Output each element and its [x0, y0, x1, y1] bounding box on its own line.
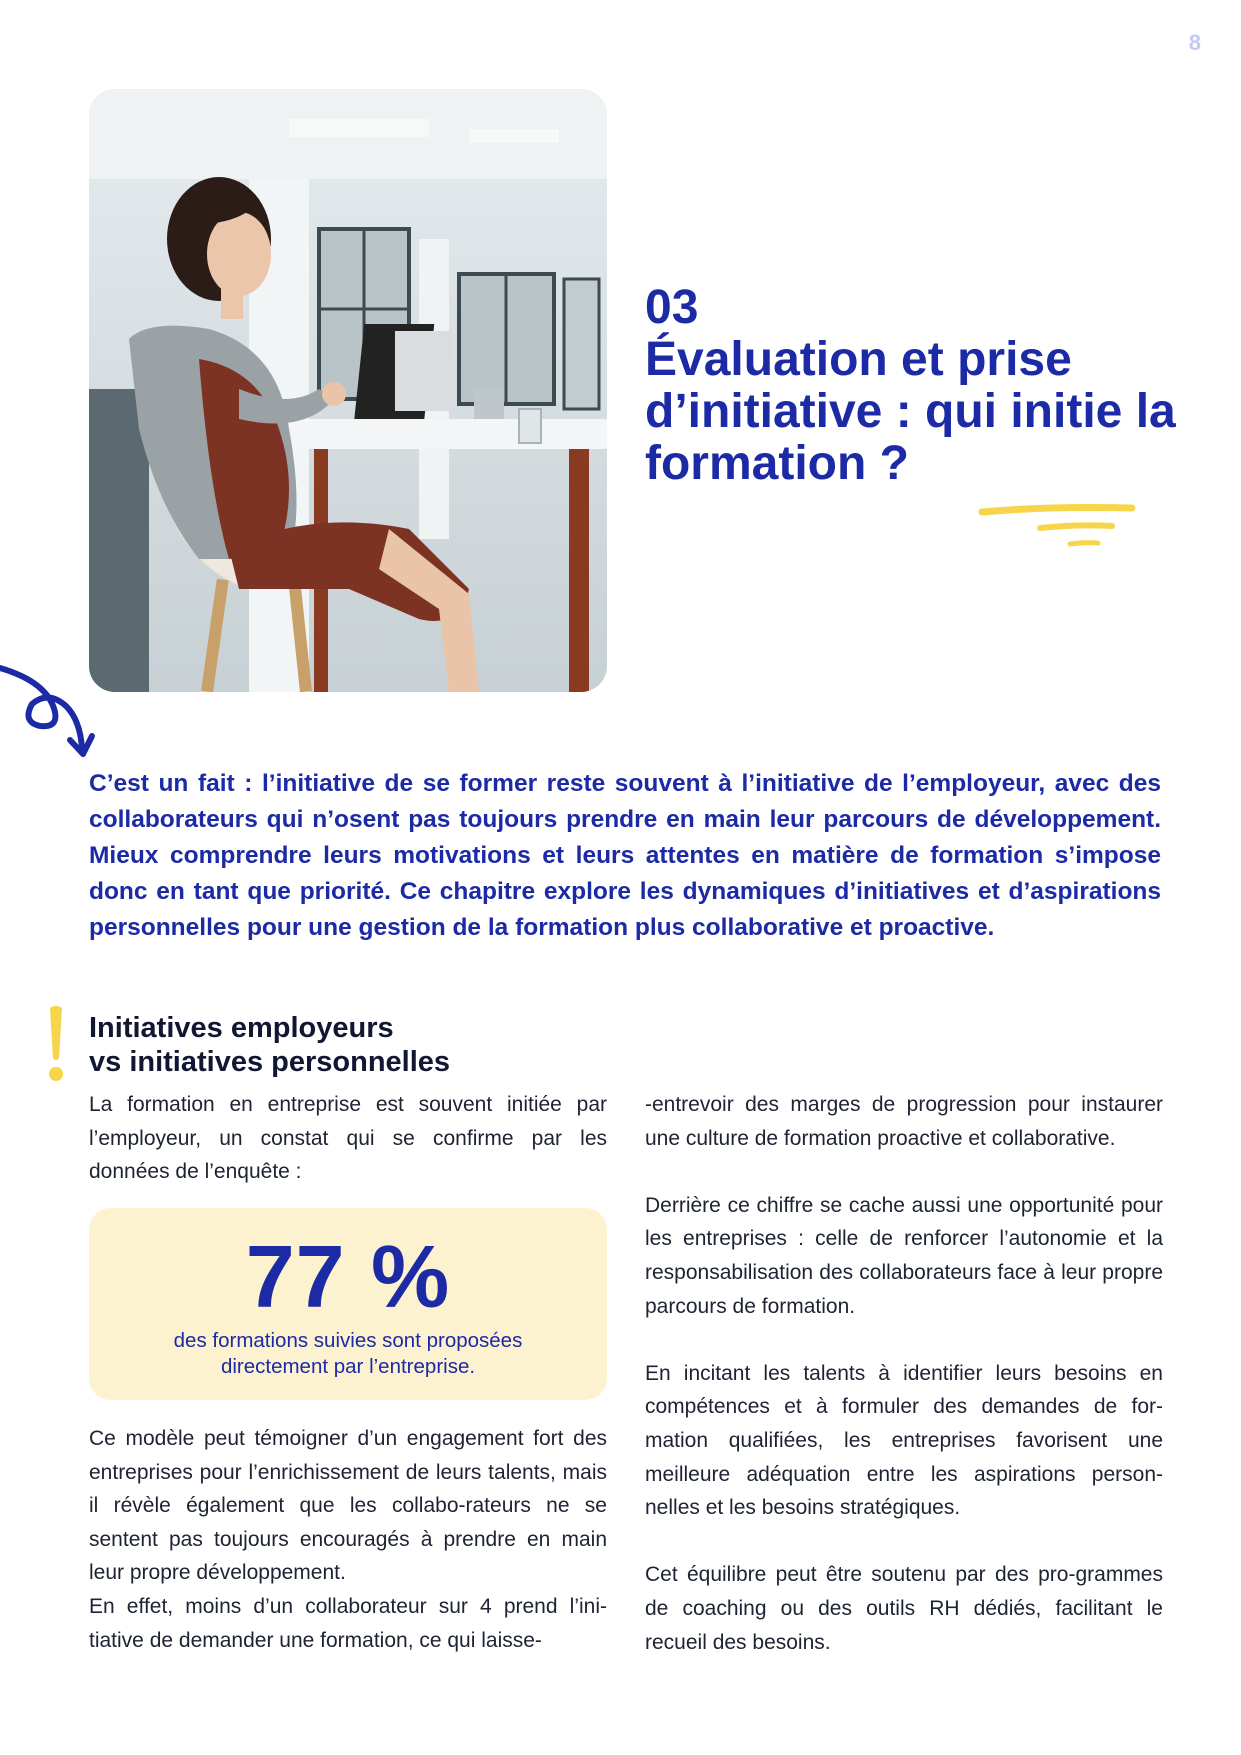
left-column-bottom [89, 1422, 607, 1657]
office-woman-laptop-photo [89, 89, 607, 692]
section-title-line2: vs initiatives personnelles [89, 1046, 451, 1078]
stat-caption: des formations suivies sont proposées directement par l’entreprise. [173, 1329, 523, 1378]
intro-paragraph: C’est un fait : l’initiative de se former reste souvent à l’initiative de l’employeur, avec des collaborateurs qui n’osent pas toujours prendre en main leur parcours de développement. Mieux comprendre leurs motivations et leurs attentes en matière de formation s’impose donc en tant que priorité. Ce chapitre explore les dynamiques d’initiatives et d’aspirations personnelles pour une gestion de la formation plus collaborative et proactive. [89, 770, 1161, 941]
stat-callout [89, 1208, 607, 1400]
stat-value: 77 % [245, 1227, 451, 1326]
left-paragraph-3: En effet, moins d’un collaborateur sur 4 prend l’ini-tiative de demander une formation, ce qui laisse- [89, 1594, 607, 1652]
section-title [89, 1011, 609, 1079]
highlight-scribble-icon [978, 500, 1138, 560]
right-paragraph-3: En incitant les talents à identifier leurs besoins en compétences et à formuler des demandes de for-mation qualifiées, les entreprises favorisent une meilleure adéquation entre les aspirations person-nelles et les besoins stratégiques. [645, 1361, 1163, 1520]
chapter-number: 03 [645, 281, 699, 334]
left-paragraph-1: La formation en entreprise est souvent initiée par l’employeur, un constat qui se confirme par les données de l’enquête : [89, 1093, 607, 1184]
exclamation-icon [44, 1004, 68, 1084]
left-column-top [89, 1088, 607, 1189]
left-paragraph-2: Ce modèle peut témoigner d’un engagement fort des entreprises pour l’enrichissement de leurs talents, mais il révèle également que les collabo-rateurs ne se sentent pas toujours encouragés à prendre en main leur propre développement. [89, 1427, 607, 1585]
right-paragraph-4: Cet équilibre peut être soutenu par des pro-grammes de coaching ou des outils RH dédiés, facilitant le recueil des besoins. [645, 1563, 1163, 1654]
chapter-title: Évaluation et prise d’initiative : qui initie la formation ? [645, 333, 1176, 490]
chapter-heading [645, 282, 1185, 490]
curly-arrow-icon [0, 662, 100, 762]
section-title-line1: Initiatives employeurs [89, 1012, 394, 1044]
right-paragraph-2: Derrière ce chiffre se cache aussi une opportunité pour les entreprises : celle de renforcer l’autonomie et la responsabilisation des collaborateurs face à leur propre parcours de formation. [645, 1193, 1163, 1318]
right-column [645, 1088, 1163, 1659]
right-paragraph-1: -entrevoir des marges de progression pour instaurer une culture de formation proactive et collaborative. [645, 1093, 1163, 1150]
page-number: 8 [1188, 30, 1201, 55]
hero-photo [89, 89, 607, 692]
